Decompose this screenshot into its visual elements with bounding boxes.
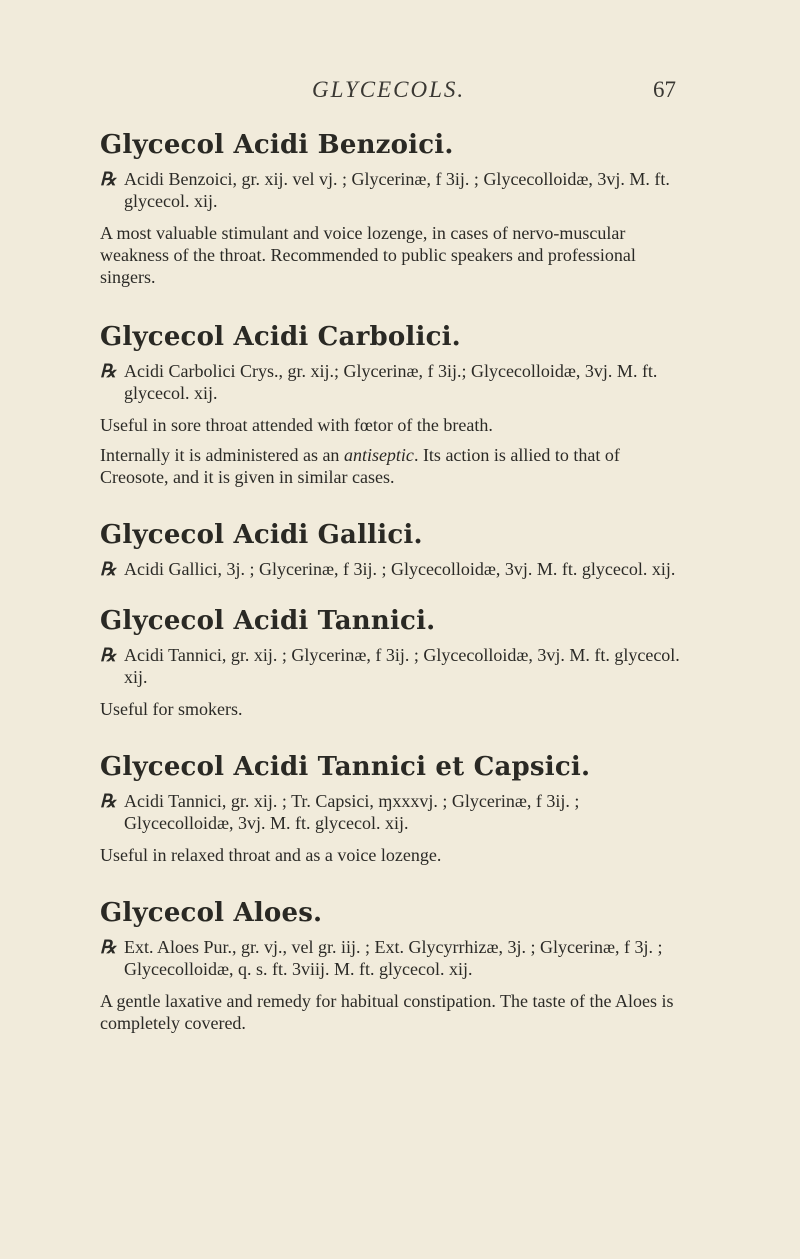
entry-carbolici (100, 320, 680, 488)
rx-symbol: ℞ (100, 169, 117, 189)
recipe-text: Acidi Carbolici Crys., gr. xij.; Glycerinæ, f 3ij.; Glycecolloidæ, 3vj. M. ft. glycecol. xij. (124, 361, 658, 403)
entry-title: Glycecol Acidi Tannici. (100, 606, 436, 636)
recipe (100, 790, 680, 834)
description-internal-use (100, 444, 680, 488)
description: A most valuable stimulant and voice lozenge, in cases of nervo-muscular weakness of the throat. Recommended to public speakers and professional singers. (100, 223, 636, 287)
rx-symbol: ℞ (100, 361, 117, 381)
description: Useful in sore throat attended with fœtor of the breath. (100, 415, 493, 435)
page-number: 67 (653, 77, 676, 102)
entry-title: Glycecol Acidi Carbolici. (100, 322, 461, 352)
recipe-text: Acidi Gallici, 3j. ; Glycerinæ, f 3ij. ; Glycecolloidæ, 3vj. M. ft. glycecol. xij. (124, 559, 676, 579)
recipe-text: Ext. Aloes Pur., gr. vj., vel gr. iij. ; Ext. Glycyrrhizæ, 3j. ; Glycerinæ, f 3j. ; Glycecolloidæ, q. s. ft. 3viij. M. ft. glycecol. xij. (124, 937, 663, 979)
description: Useful for smokers. (100, 699, 243, 719)
rx-symbol: ℞ (100, 791, 117, 811)
recipe-text: Acidi Tannici, gr. xij. ; Glycerinæ, f 3ij. ; Glycecolloidæ, 3vj. M. ft. glycecol. xij. (124, 645, 680, 687)
description: A gentle laxative and remedy for habitual constipation. The taste of the Aloes is completely covered. (100, 991, 674, 1033)
text-after: . Its action is allied to that of Creosote, and it is given in similar cases. (100, 445, 620, 487)
emphasized-term: antiseptic (343, 445, 414, 465)
recipe (100, 558, 680, 580)
recipe-text: Acidi Benzoici, gr. xij. vel vj. ; Glycerinæ, f 3ij. ; Glycecolloidæ, 3vj. M. ft. glycecol. xij. (124, 169, 670, 211)
text-before: Internally it is administered as an (100, 445, 344, 465)
recipe-text: Acidi Tannici, gr. xij. ; Tr. Capsici, ɱxxxvj. ; Glycerinæ, f 3ij. ; Glycecolloidæ, 3vj. M. ft. glycecol. xij. (124, 791, 580, 833)
entry-tannici (100, 604, 680, 720)
rx-symbol: ℞ (100, 645, 117, 665)
entry-title: Glycecol Acidi Gallici. (100, 520, 423, 550)
recipe (100, 168, 680, 212)
entry-gallici (100, 518, 680, 580)
entry-title: Glycecol Acidi Tannici et Capsici. (100, 752, 591, 782)
entry-title: Glycecol Acidi Benzoici. (100, 130, 454, 160)
entry-benzoici (100, 128, 680, 288)
page-content (100, 128, 680, 1042)
rx-symbol: ℞ (100, 559, 117, 579)
recipe (100, 644, 680, 688)
running-head (0, 77, 800, 113)
entry-aloes (100, 896, 680, 1034)
rx-symbol: ℞ (100, 937, 117, 957)
recipe (100, 936, 680, 980)
entry-tannici-capsici (100, 750, 680, 866)
entry-title: Glycecol Aloes. (100, 898, 323, 928)
description: Useful in relaxed throat and as a voice lozenge. (100, 845, 442, 865)
running-title: GLYCECOLS. (312, 77, 466, 102)
recipe (100, 360, 680, 404)
